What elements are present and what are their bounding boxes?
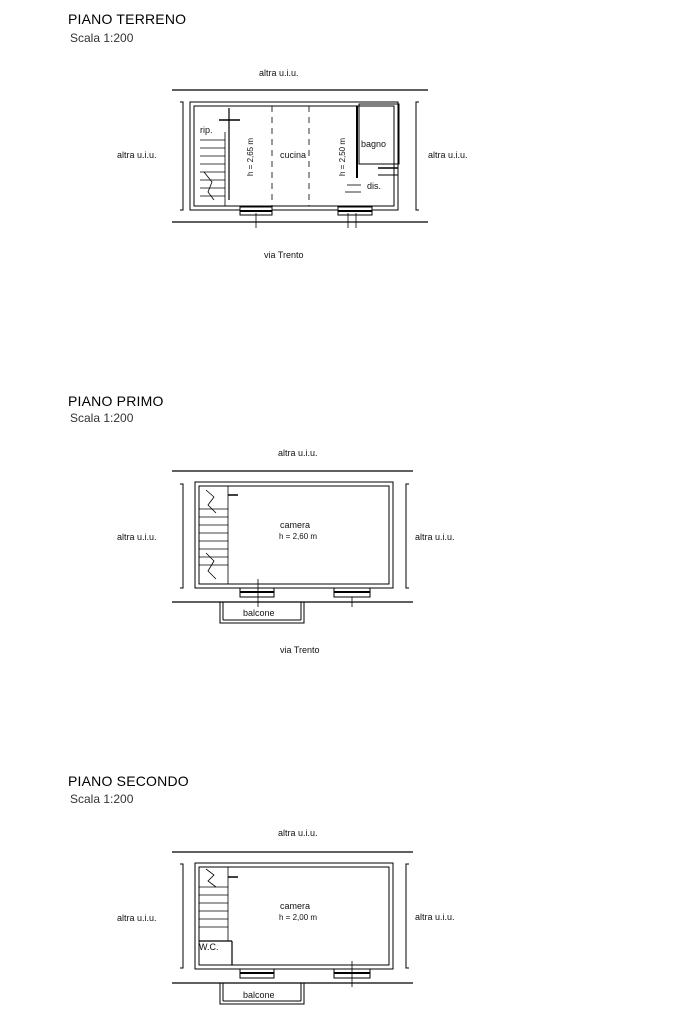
room-height-cucina: h = 2,65 m <box>246 137 255 176</box>
balcony-label: balcone <box>243 990 275 1000</box>
floor-title: PIANO SECONDO <box>68 773 189 789</box>
floor-title: PIANO PRIMO <box>68 393 164 409</box>
floor-scale: Scala 1:200 <box>70 792 134 806</box>
balcony-label: balcone <box>243 608 275 618</box>
room-label-rip: rip. <box>200 125 213 135</box>
floor-ground <box>0 0 683 300</box>
room-label-dis: dis. <box>367 181 382 191</box>
floor-second <box>0 765 683 1024</box>
room-label-bagno: bagno <box>361 139 387 149</box>
label-left-neighbour: altra u.i.u. <box>117 150 157 160</box>
label-top-neighbour: altra u.i.u. <box>278 448 318 458</box>
floor-plan-first <box>0 385 683 685</box>
label-right-neighbour: altra u.i.u. <box>415 532 455 542</box>
floor-scale: Scala 1:200 <box>70 31 134 45</box>
room-height-camera: h = 2,60 m <box>279 532 318 541</box>
label-left-neighbour: altra u.i.u. <box>117 913 157 923</box>
room-label-cucina: cucina <box>280 150 307 160</box>
label-street: via Trento <box>280 645 320 655</box>
floor-title: PIANO TERRENO <box>68 11 187 27</box>
floor-plan-second <box>0 765 683 1024</box>
room-label-camera: camera <box>280 901 311 911</box>
label-right-neighbour: altra u.i.u. <box>415 912 455 922</box>
label-top-neighbour: altra u.i.u. <box>259 68 299 78</box>
room-height-bagno: h = 2,50 m <box>338 137 347 176</box>
room-label-wc: W.C. <box>199 942 219 952</box>
label-street: via Trento <box>264 250 304 260</box>
label-right-neighbour: altra u.i.u. <box>428 150 468 160</box>
label-top-neighbour: altra u.i.u. <box>278 828 318 838</box>
floor-scale: Scala 1:200 <box>70 411 134 425</box>
room-label-camera: camera <box>280 520 311 530</box>
room-height-camera: h = 2,00 m <box>279 913 318 922</box>
floor-first <box>0 385 683 685</box>
label-left-neighbour: altra u.i.u. <box>117 532 157 542</box>
